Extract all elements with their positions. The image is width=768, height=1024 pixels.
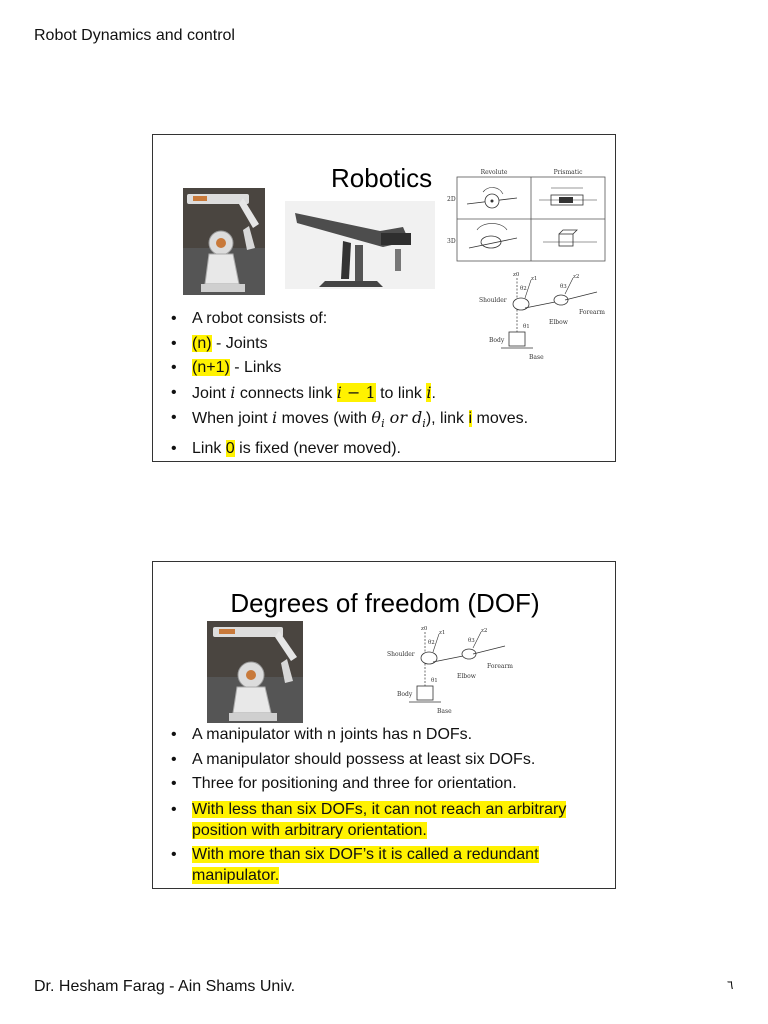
svg-text:θ2: θ2 [428,640,435,646]
body-label: Body [397,691,413,698]
bullet-item: • With less than six DOFs, it can not reach an arbitrary position with arbitrary orientation. [171,799,615,841]
bullet-item: • A robot consists of: [171,307,528,332]
bullet-list [171,723,615,889]
robot-arm-bw-photo [285,201,435,289]
bullet-item: • With more than six DOF’s it is called a redundant manipulator. [171,844,615,886]
bullet-item: • When joint i moves (with $\theta_i$ or $d_i$), link i moves. [171,406,528,437]
body-label: Body [489,337,505,344]
shoulder-label: Shoulder [479,297,507,304]
industrial-robot-photo [207,621,303,723]
svg-text:z0: z0 [421,626,428,632]
bullet-item: • Joint i connects link i − 1 to link i. [171,381,528,407]
row-2d-label: 2D [447,196,456,203]
bullet-item: • A manipulator should possess at least six DOFs. [171,748,615,773]
page-number: ٦ [727,978,734,992]
bullet-list [171,307,528,461]
forearm-label: Forearm [487,663,513,670]
base-label: Base [529,354,544,361]
page-header: Robot Dynamics and control [34,27,235,44]
shoulder-label: Shoulder [387,651,415,658]
bullet-item: • (n+1) - Links [171,356,528,381]
svg-text:z0: z0 [513,272,520,278]
joint-types-diagram [447,168,607,263]
svg-text:z2: z2 [573,274,580,280]
forearm-label: Forearm [579,309,605,316]
bullet-item: • Three for positioning and three for orientation. [171,772,615,797]
row-3d-label: 3D [447,238,456,245]
slide-title: Robotics [331,163,433,193]
industrial-robot-photo [183,188,265,295]
bullet-item: • Link 0 is fixed (never moved). [171,437,528,462]
svg-text:θ2: θ2 [520,286,527,292]
svg-text:θ3: θ3 [468,638,475,644]
svg-text:z1: z1 [439,630,446,636]
page-footer-author: Dr. Hesham Farag - Ain Shams Univ. [34,978,296,995]
col-revolute-label: Revolute [480,169,508,176]
slide-degrees-of-freedom [152,561,616,889]
slide-title: Degrees of freedom (DOF) [230,588,540,618]
svg-text:z1: z1 [531,276,538,282]
manipulator-joints-diagram [373,624,513,719]
svg-text:θ3: θ3 [560,284,567,290]
bullet-item: • (n) - Joints [171,332,528,357]
col-prismatic-label: Prismatic [553,169,583,176]
svg-text:θ1: θ1 [431,678,438,684]
slide-robotics [152,134,616,462]
base-label: Base [437,708,452,715]
svg-text:θ1: θ1 [523,324,530,330]
elbow-label: Elbow [457,673,476,680]
bullet-item: • A manipulator with n joints has n DOFs. [171,723,615,748]
elbow-label: Elbow [549,319,568,326]
svg-text:z2: z2 [481,628,488,634]
